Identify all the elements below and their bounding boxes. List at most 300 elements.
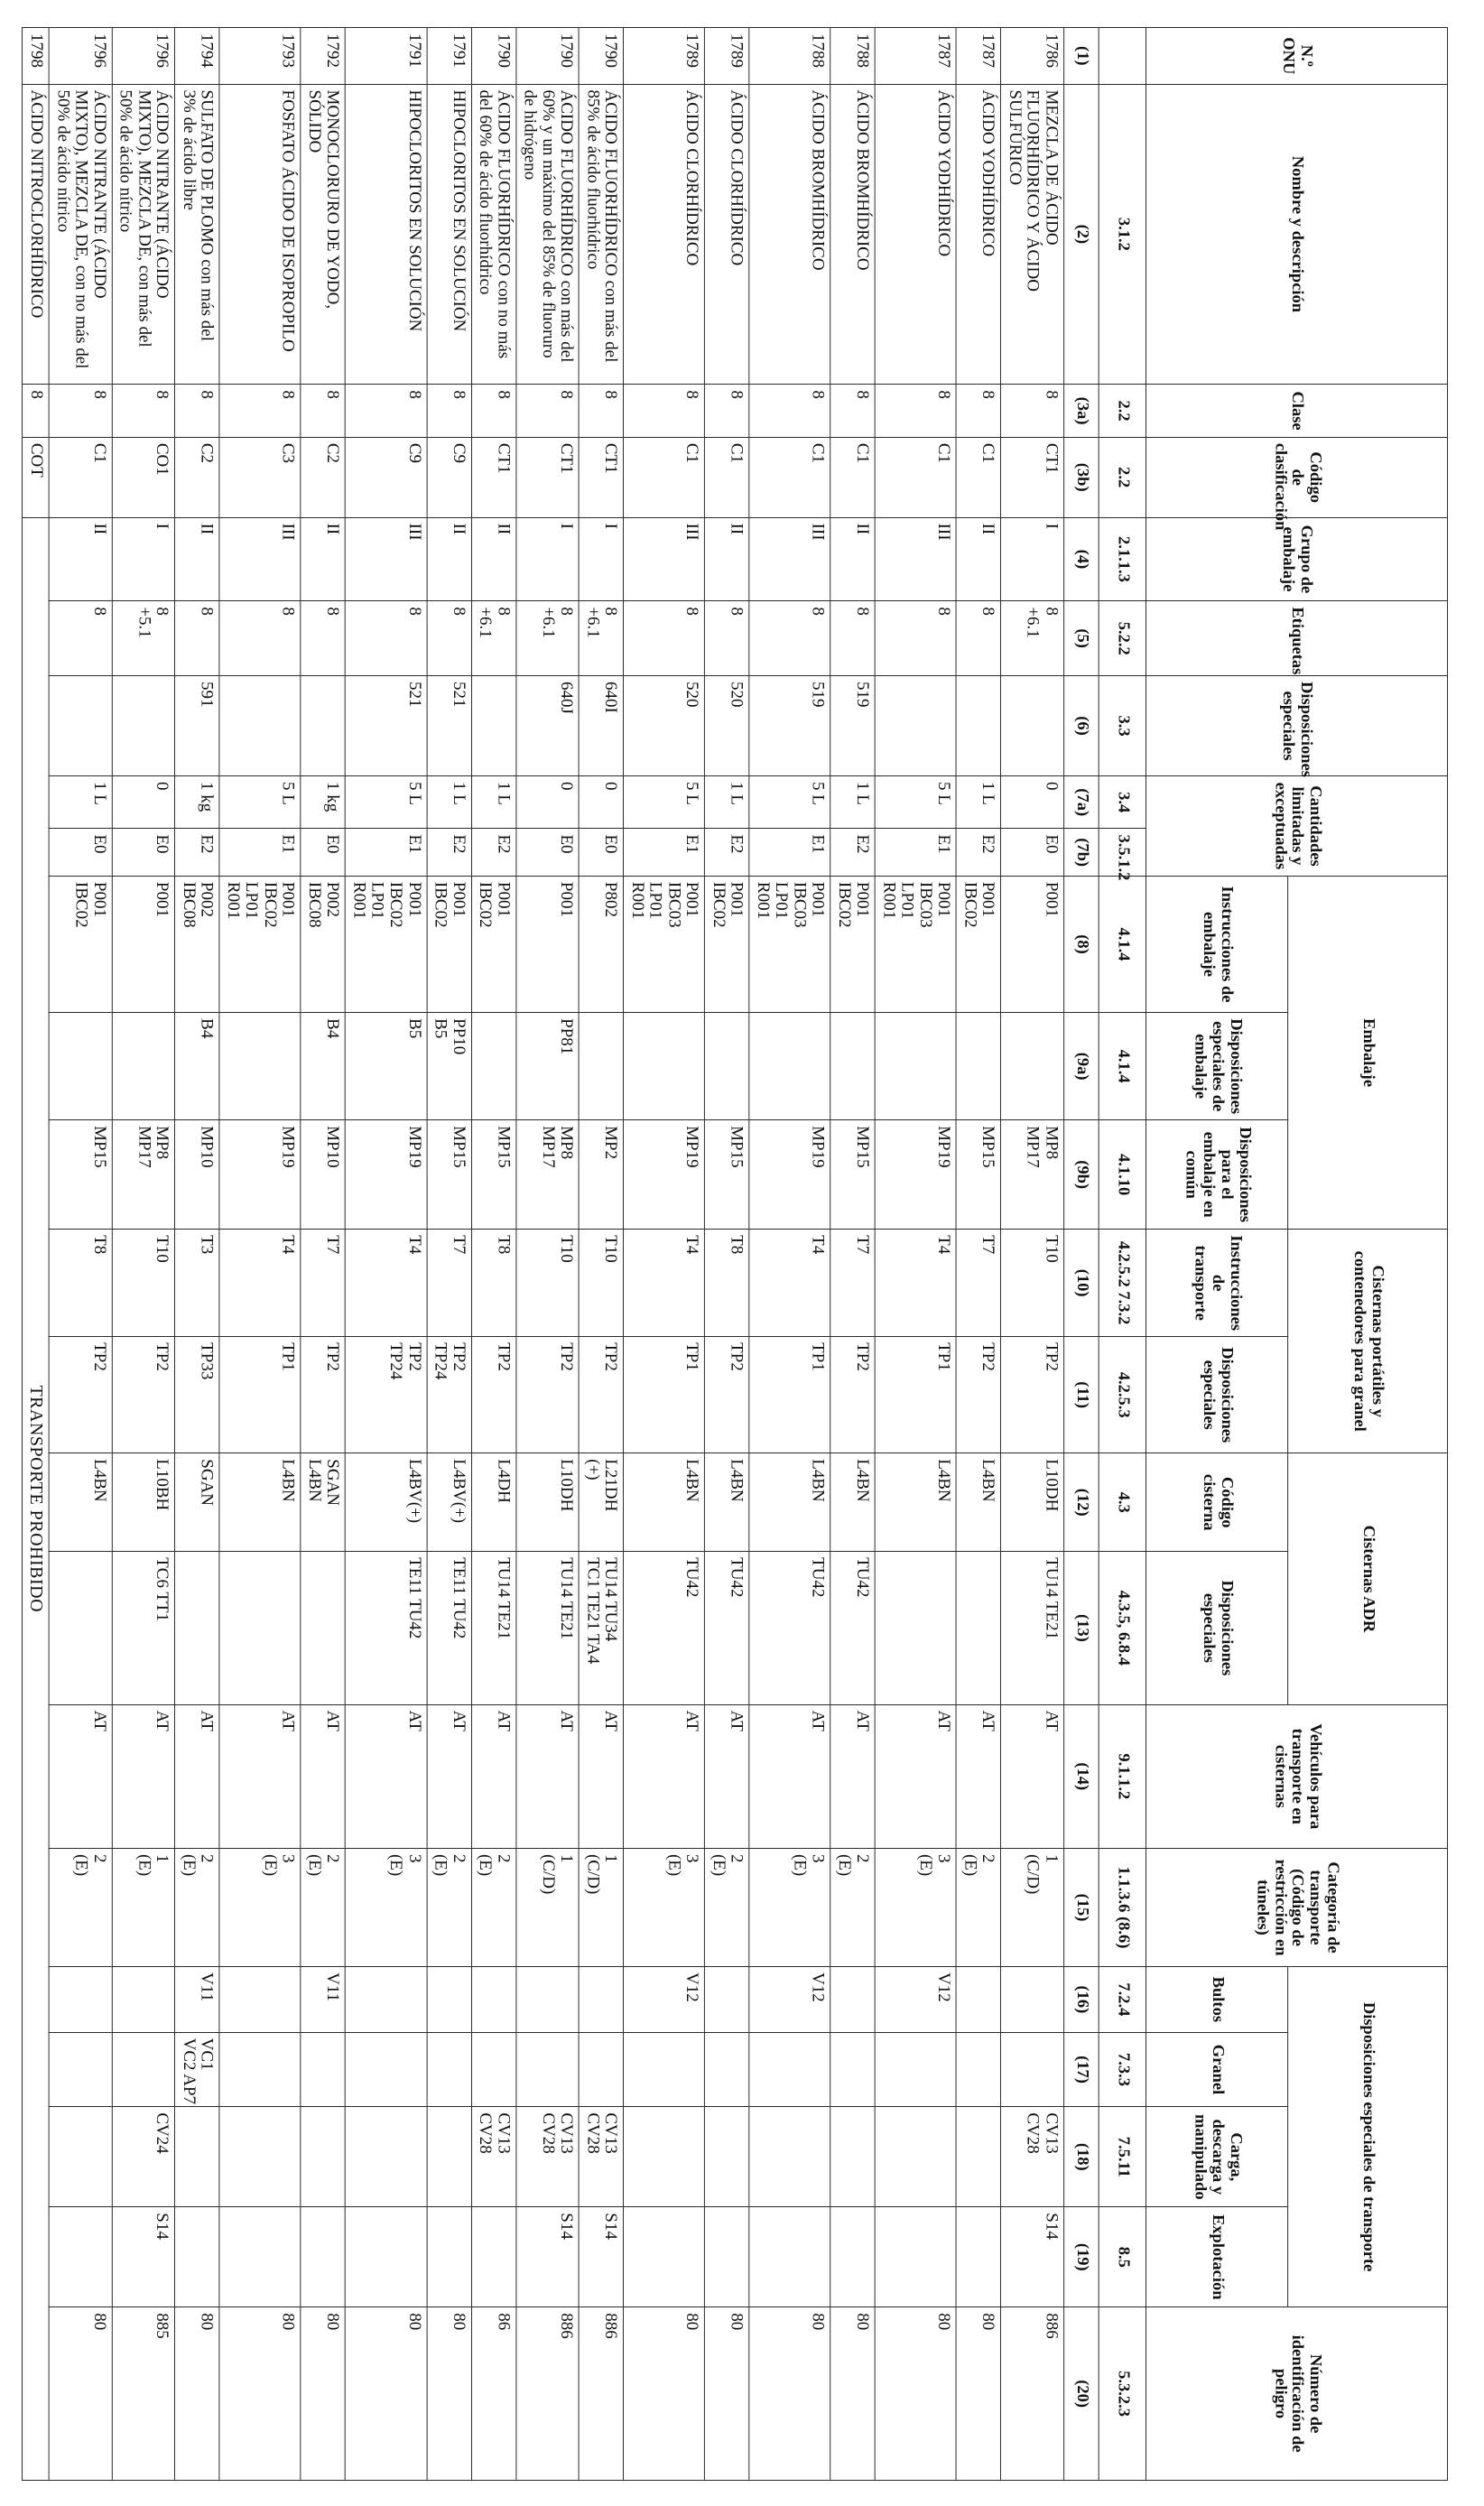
table-cell xyxy=(471,1337,515,1453)
cell-line: T8 xyxy=(89,1235,109,1255)
header-reference-row xyxy=(1099,28,1145,2481)
table-cell xyxy=(875,84,956,385)
table-cell xyxy=(1001,2032,1064,2107)
cell-line: E0 xyxy=(323,834,343,854)
cell-line: 80 xyxy=(449,2313,468,2331)
table-cell xyxy=(175,2032,219,2107)
table-cell xyxy=(956,876,1000,1012)
table-cell xyxy=(875,2032,956,2107)
table-cell xyxy=(579,1337,623,1453)
ref-cell xyxy=(1099,28,1145,85)
table-cell xyxy=(579,2107,623,2207)
cell-line: TP2 xyxy=(404,1342,424,1371)
table-cell xyxy=(749,601,830,676)
table-cell xyxy=(1001,1013,1064,1120)
table-cell xyxy=(1001,775,1064,828)
table-row xyxy=(516,28,580,2481)
cell-line: CV13 xyxy=(1042,2112,1062,2154)
cell-line: V11 xyxy=(323,1972,343,2002)
cell-un-no: 1798 xyxy=(22,28,49,85)
table-cell xyxy=(579,2307,623,2481)
cell-line: TP2 xyxy=(449,1342,468,1371)
table-row xyxy=(219,28,301,2481)
cell-line: 521 xyxy=(404,682,424,708)
column-number-cell: (12) xyxy=(1064,1453,1099,1552)
header-special-packing: Disposiciones especiales de embalaje xyxy=(1146,1013,1288,1120)
cell-line: P002 xyxy=(198,881,217,917)
cell-line: CT1 xyxy=(1042,442,1062,474)
table-cell xyxy=(346,829,427,876)
cell-line: 8 xyxy=(682,390,702,399)
cell-line: AT xyxy=(449,1710,468,1731)
ref-cell: 8.5 xyxy=(1099,2207,1145,2307)
cell-line: TP2 xyxy=(727,1342,747,1371)
cell-line: MP15 xyxy=(89,1126,109,1168)
table-cell xyxy=(579,1704,623,1848)
table-cell xyxy=(624,84,705,385)
cell-line: 80 xyxy=(198,2313,217,2331)
header-classification-code: Código de clasificación xyxy=(1146,437,1448,517)
table-cell xyxy=(219,2107,301,2207)
cell-line: T7 xyxy=(853,1235,873,1255)
cell-line: II xyxy=(449,523,468,535)
table-cell xyxy=(471,1453,515,1552)
table-cell xyxy=(49,601,112,676)
header-tank-vehicles: Vehículos para transporte en cisternas xyxy=(1146,1704,1448,1848)
cell-line: R001 xyxy=(224,881,243,920)
cell-line: IBC02 xyxy=(71,881,91,928)
table-cell xyxy=(175,1453,219,1552)
cell-line: CV28 xyxy=(1024,2112,1043,2154)
cell-line: 3 xyxy=(682,1853,702,1863)
cell-line: E1 xyxy=(404,834,424,854)
cell-line: IBC02 xyxy=(260,881,280,928)
table-cell xyxy=(219,1552,301,1704)
table-cell xyxy=(624,1337,705,1453)
table-cell xyxy=(427,1337,471,1453)
cell-line: AT xyxy=(979,1710,998,1731)
column-number-cell: (9a) xyxy=(1064,1013,1099,1120)
table-cell xyxy=(830,775,875,828)
cell-line: T8 xyxy=(494,1235,514,1255)
cell-line: TP1 xyxy=(682,1342,702,1371)
header-limited-quantities: Cantidades limitadas y exceptuadas xyxy=(1146,775,1448,876)
header-mixed-packing: Disposiciones para el embalaje en común xyxy=(1146,1120,1288,1230)
cell-line: 8 xyxy=(808,607,828,616)
table-cell xyxy=(830,1230,875,1337)
table-cell xyxy=(219,829,301,876)
table-cell xyxy=(346,2307,427,2481)
ref-cell: 3.5.1.2 xyxy=(1099,829,1145,876)
table-cell xyxy=(749,2307,830,2481)
cell-line: V12 xyxy=(934,1972,954,2002)
table-cell xyxy=(749,876,830,1012)
cell-line: P001 xyxy=(279,881,298,917)
table-cell xyxy=(956,1967,1000,2033)
cell-line: 519 xyxy=(808,682,828,708)
cell-line: TP2 xyxy=(853,1342,873,1371)
cell-line: 80 xyxy=(853,2313,873,2331)
table-cell xyxy=(49,1453,112,1552)
cell-line: C2 xyxy=(198,442,217,463)
table-cell xyxy=(579,829,623,876)
table-cell xyxy=(49,2207,112,2307)
table-cell xyxy=(471,876,515,1012)
column-number-cell: (3b) xyxy=(1064,437,1099,517)
table-cell xyxy=(516,1967,580,2033)
cell-line: TP2 xyxy=(323,1342,343,1371)
cell-line: S14 xyxy=(153,2213,172,2240)
cell-line: SULFÚRICO xyxy=(1005,89,1025,186)
table-cell xyxy=(301,28,345,85)
cell-line: E0 xyxy=(601,834,621,854)
cell-line: 1788 xyxy=(808,33,828,68)
table-cell xyxy=(471,2107,515,2207)
cell-line: TP2 xyxy=(1042,1342,1062,1371)
cell-line: 8 xyxy=(557,390,576,399)
cell-line: 8 xyxy=(89,607,109,616)
cell-line: TP2 xyxy=(979,1342,998,1371)
cell-line: 8 xyxy=(198,607,217,616)
cell-line: P001 xyxy=(682,881,702,917)
table-cell xyxy=(705,2207,749,2307)
table-cell xyxy=(579,1848,623,1966)
table-cell xyxy=(175,1704,219,1848)
cell-line: L4BN xyxy=(279,1459,298,1502)
table-cell xyxy=(516,385,580,437)
cell-line: TP1 xyxy=(808,1342,828,1371)
cell-line: II xyxy=(727,523,747,535)
table-cell xyxy=(956,1120,1000,1230)
table-cell xyxy=(49,1013,112,1120)
table-cell xyxy=(346,2207,427,2307)
table-cell xyxy=(112,2207,175,2307)
table-cell xyxy=(830,84,875,385)
table-cell xyxy=(471,601,515,676)
table-cell xyxy=(624,2307,705,2481)
table-cell xyxy=(112,775,175,828)
table-cell xyxy=(705,2107,749,2207)
table-cell xyxy=(346,28,427,85)
cell-line: (E) xyxy=(915,1853,935,1877)
table-cell xyxy=(875,517,956,601)
table-cell xyxy=(875,2107,956,2207)
column-number-cell: (17) xyxy=(1064,2032,1099,2107)
cell-line: 1790 xyxy=(557,33,576,68)
table-cell xyxy=(624,1013,705,1120)
table-cell xyxy=(875,829,956,876)
table-cell xyxy=(219,775,301,828)
table-cell xyxy=(749,2032,830,2107)
table-cell xyxy=(49,385,112,437)
table-cell xyxy=(875,2207,956,2307)
header-packages: Bultos xyxy=(1146,1967,1288,2033)
cell-line: 0 xyxy=(1042,781,1062,791)
cell-line: FOSFATO ÁCIDO DE ISOPROPILO xyxy=(279,89,298,352)
cell-line: E1 xyxy=(934,834,954,854)
cell-line: TE11 TU42 xyxy=(404,1557,424,1639)
cell-line: E1 xyxy=(808,834,828,854)
table-cell xyxy=(624,876,705,1012)
cell-line: ÁCIDO BROMHÍDRICO xyxy=(808,89,828,271)
cell-line: P001 xyxy=(153,881,172,917)
table-cell xyxy=(427,2107,471,2207)
cell-line: L4BN xyxy=(934,1459,954,1502)
table-cell xyxy=(112,1230,175,1337)
cell-line: AT xyxy=(153,1710,172,1731)
table-cell xyxy=(219,437,301,517)
cell-line: (+) xyxy=(583,1459,602,1480)
table-cell xyxy=(471,437,515,517)
cell-line: TE11 TU42 xyxy=(449,1557,468,1639)
table-cell xyxy=(175,1967,219,2033)
table-cell xyxy=(219,1120,301,1230)
cell-line: ÁCIDO FLUORHÍDRICO con más del xyxy=(557,89,576,363)
table-cell xyxy=(471,1704,515,1848)
table-cell xyxy=(1001,829,1064,876)
table-cell xyxy=(1001,1230,1064,1337)
cell-line: C9 xyxy=(404,442,424,463)
table-cell xyxy=(301,84,345,385)
ref-cell: 5.3.2.3 xyxy=(1099,2307,1145,2481)
table-cell xyxy=(749,1120,830,1230)
cell-line: 3 xyxy=(808,1853,828,1863)
cell-line: TU42 xyxy=(727,1557,747,1598)
ref-cell: 3.3 xyxy=(1099,676,1145,776)
table-cell xyxy=(301,1230,345,1337)
cell-line: MP10 xyxy=(323,1126,343,1168)
cell-line: T7 xyxy=(449,1235,468,1255)
column-number-cell: (5) xyxy=(1064,601,1099,676)
table-cell xyxy=(516,1013,580,1120)
cell-line: MP19 xyxy=(682,1126,702,1168)
cell-line: ÁCIDO BROMHÍDRICO xyxy=(853,89,873,271)
table-cell xyxy=(427,84,471,385)
cell-line: 5 L xyxy=(808,781,828,805)
cell-line: 8 xyxy=(494,390,514,399)
table-cell xyxy=(301,517,345,601)
table-cell xyxy=(516,1552,580,1704)
cell-line: LP01 xyxy=(897,881,917,920)
table-cell xyxy=(112,2032,175,2107)
cell-line: 80 xyxy=(682,2313,702,2331)
table-cell xyxy=(301,601,345,676)
cell-line: (E) xyxy=(431,1853,450,1877)
table-cell xyxy=(956,1704,1000,1848)
ref-cell: 4.1.4 xyxy=(1099,1013,1145,1120)
cell-line: 8 xyxy=(494,607,514,616)
cell-line: C1 xyxy=(853,442,873,463)
header-class: Clase xyxy=(1146,385,1448,437)
cell-line: 2 xyxy=(198,1853,217,1863)
table-cell xyxy=(1001,2307,1064,2481)
table-cell xyxy=(579,1120,623,1230)
table-cell xyxy=(830,385,875,437)
cell-line: (E) xyxy=(835,1853,854,1877)
cell-line: MP8 xyxy=(153,1126,172,1160)
cell-line: L10BH xyxy=(153,1459,172,1511)
ref-cell: 4.1.4 xyxy=(1099,876,1145,1012)
table-cell xyxy=(301,1453,345,1552)
table-cell xyxy=(427,676,471,776)
dangerous-goods-table xyxy=(22,27,1448,2481)
column-number-cell: (4) xyxy=(1064,517,1099,601)
cell-line: 8 xyxy=(404,390,424,399)
cell-line: AT xyxy=(279,1710,298,1731)
cell-line: MP8 xyxy=(1042,1126,1062,1160)
table-cell xyxy=(346,1013,427,1120)
cell-line: E2 xyxy=(853,834,873,854)
cell-line: 8 xyxy=(153,607,172,616)
cell-line: L4BN xyxy=(727,1459,747,1502)
header-column-number-row xyxy=(1064,28,1099,2481)
cell-line: AT xyxy=(198,1710,217,1731)
table-cell xyxy=(301,1967,345,2033)
table-cell xyxy=(346,601,427,676)
cell-line: T4 xyxy=(279,1235,298,1255)
table-cell xyxy=(705,1013,749,1120)
table-cell xyxy=(579,676,623,776)
table-cell xyxy=(579,385,623,437)
table-cell xyxy=(956,2207,1000,2307)
cell-line: MP19 xyxy=(808,1126,828,1168)
table-row xyxy=(301,28,345,2481)
ref-cell: 9.1.1.2 xyxy=(1099,1704,1145,1848)
table-cell xyxy=(579,2032,623,2107)
table-cell xyxy=(516,1230,580,1337)
cell-line: (E) xyxy=(71,1853,91,1877)
table-cell xyxy=(749,1967,830,2033)
cell-line: ÁCIDO CLORHÍDRICO xyxy=(727,89,747,266)
cell-line: L4DH xyxy=(494,1459,514,1503)
cell-line: 1789 xyxy=(682,33,702,68)
table-cell xyxy=(830,1704,875,1848)
table-cell xyxy=(1001,1453,1064,1552)
ref-cell: 3.1.2 xyxy=(1099,84,1145,385)
table-cell xyxy=(579,28,623,85)
cell-line: III xyxy=(404,523,424,541)
cell-line: T4 xyxy=(808,1235,828,1255)
ref-cell: 4.3.5, 6.8.4 xyxy=(1099,1552,1145,1704)
column-number-cell: (16) xyxy=(1064,1967,1099,2033)
table-cell xyxy=(471,1230,515,1337)
table-cell xyxy=(516,676,580,776)
column-number-cell: (8) xyxy=(1064,876,1099,1012)
table-cell xyxy=(1001,385,1064,437)
table-cell xyxy=(956,1337,1000,1453)
cell-line: FLUORHÍDRICO Y ÁCIDO xyxy=(1024,89,1043,292)
cell-line: MIXTO), MEZCLA DE, con más del xyxy=(134,89,154,348)
table-cell xyxy=(112,1704,175,1848)
cell-line: TC1 TE21 TA4 xyxy=(583,1557,602,1665)
cell-line: MP19 xyxy=(934,1126,954,1168)
table-cell xyxy=(112,2307,175,2481)
cell-line: TU42 xyxy=(853,1557,873,1598)
cell-line: 521 xyxy=(449,682,468,708)
table-cell xyxy=(471,1120,515,1230)
table-row xyxy=(427,28,471,2481)
table-cell xyxy=(427,775,471,828)
cell-line: L4BV(+) xyxy=(449,1459,468,1524)
table-cell xyxy=(175,2207,219,2307)
cell-line: +6.1 xyxy=(538,607,558,638)
table-cell xyxy=(471,676,515,776)
table-cell xyxy=(471,2032,515,2107)
cell-line: MP15 xyxy=(494,1126,514,1168)
column-number-cell: (7a) xyxy=(1064,775,1099,828)
cell-line: P001 xyxy=(727,881,747,917)
table-cell xyxy=(112,1013,175,1120)
table-cell xyxy=(346,1704,427,1848)
table-cell xyxy=(427,2307,471,2481)
cell-line: P001 xyxy=(449,881,468,917)
column-number-cell: (6) xyxy=(1064,676,1099,776)
table-cell xyxy=(875,1337,956,1453)
cell-line: (E) xyxy=(476,1853,495,1877)
table-cell xyxy=(624,385,705,437)
cell-line: 1 L xyxy=(89,781,109,805)
cell-line: 0 xyxy=(153,781,172,791)
table-cell xyxy=(219,1337,301,1453)
cell-line: (C/D) xyxy=(538,1853,558,1895)
table-cell xyxy=(956,2107,1000,2207)
cell-line: VC2 AP7 xyxy=(179,2037,199,2105)
cell-line: 50% de ácido nítrico xyxy=(116,89,135,233)
table-cell xyxy=(49,517,112,601)
table-cell xyxy=(427,829,471,876)
cell-line: 1791 xyxy=(449,33,468,68)
table-cell xyxy=(427,1453,471,1552)
table-cell xyxy=(1001,2207,1064,2307)
table-cell xyxy=(624,601,705,676)
table-row xyxy=(1001,28,1064,2481)
table-row xyxy=(49,28,112,2481)
table-cell xyxy=(427,2032,471,2107)
table-cell xyxy=(875,1967,956,2033)
header-packaging: Embalaje xyxy=(1288,876,1448,1229)
cell-line: SGAN xyxy=(198,1459,217,1506)
cell-line: P001 xyxy=(1042,881,1062,917)
table-cell xyxy=(830,1552,875,1704)
table-cell xyxy=(705,1848,749,1966)
table-cell xyxy=(705,1967,749,2033)
table-cell xyxy=(956,437,1000,517)
table-cell xyxy=(301,1848,345,1966)
table-cell xyxy=(705,2307,749,2481)
cell-line: MP17 xyxy=(134,1126,154,1168)
cell-line: CV28 xyxy=(476,2112,495,2154)
cell-line: II xyxy=(979,523,998,535)
cell-line: SULFATO DE PLOMO con más del xyxy=(198,89,217,342)
table-cell xyxy=(112,2107,175,2207)
cell-line: AT xyxy=(853,1710,873,1731)
header-labels: Etiquetas xyxy=(1146,601,1448,676)
cell-line: HIPOCLORITOS EN SOLUCIÓN xyxy=(449,89,468,332)
table-cell xyxy=(175,437,219,517)
table-cell xyxy=(875,1013,956,1120)
table-cell xyxy=(219,2207,301,2307)
table-cell xyxy=(579,1453,623,1552)
cell-line: 8 xyxy=(449,390,468,399)
cell-line: MP15 xyxy=(853,1126,873,1168)
table-cell xyxy=(175,601,219,676)
cell-line: S14 xyxy=(557,2213,576,2240)
table-cell xyxy=(175,517,219,601)
table-cell xyxy=(830,517,875,601)
cell-line: II xyxy=(323,523,343,535)
cell-line: 885 xyxy=(153,2313,172,2339)
cell-line: 8 xyxy=(557,607,576,616)
